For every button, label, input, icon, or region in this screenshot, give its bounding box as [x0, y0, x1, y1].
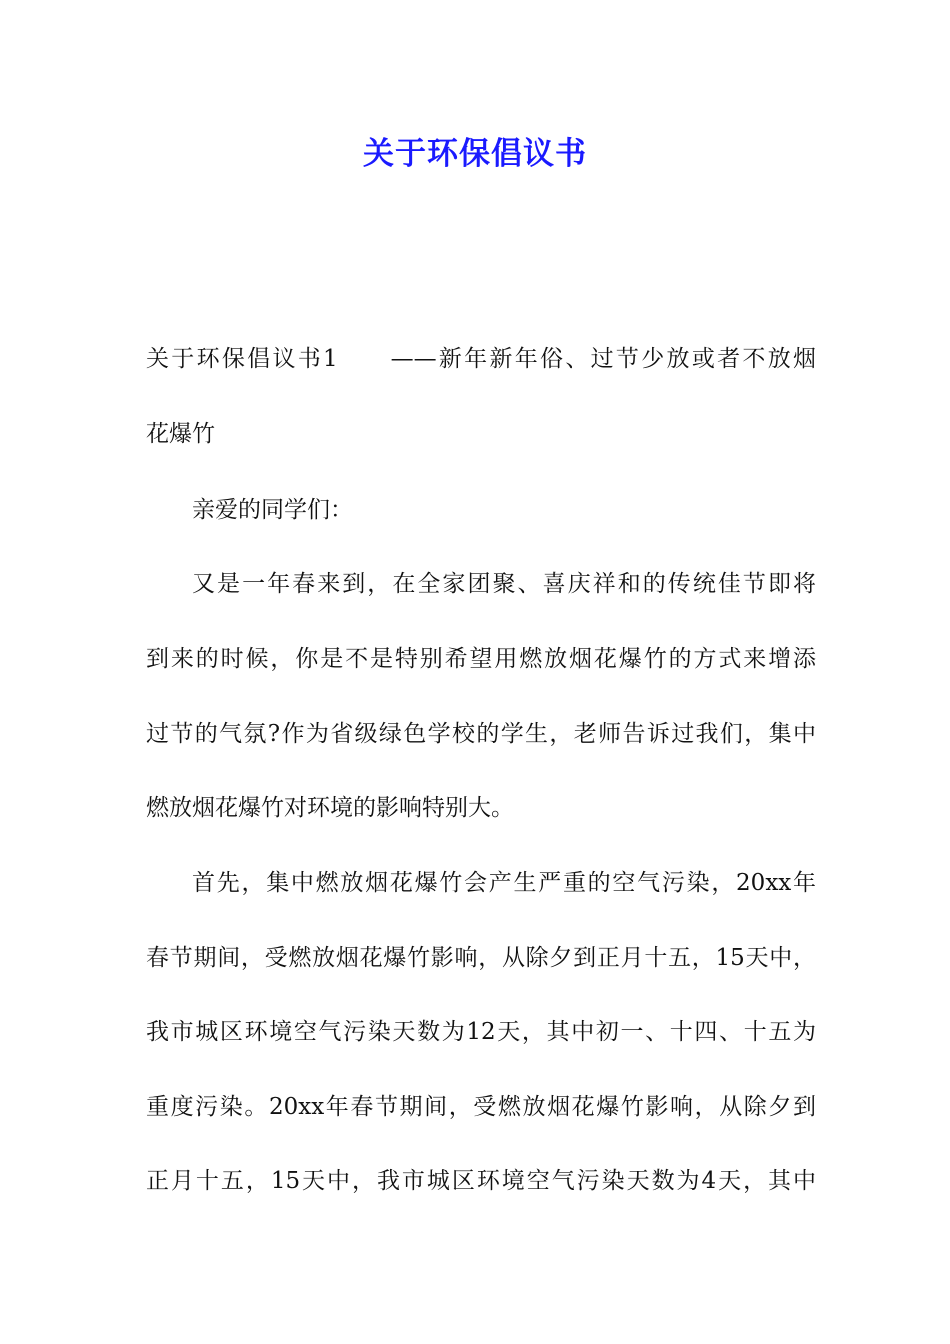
- body-line-1: 关于环保倡议书1 ——新年新年俗、过节少放或者不放烟: [146, 346, 816, 372]
- document-title: 关于环保倡议书: [363, 136, 587, 172]
- body-line-7: 燃放烟花爆竹对环境的影响特别大。: [146, 795, 514, 821]
- body-line-11: 重度污染。20xx年春节期间，受燃放烟花爆竹影响，从除夕到: [146, 1094, 816, 1120]
- body-line-10: 我市城区环境空气污染天数为12天，其中初一、十四、十五为: [146, 1019, 816, 1045]
- body-line-2: 花爆竹: [146, 421, 215, 447]
- body-line-12: 正月十五，15天中，我市城区环境空气污染天数为4天，其中: [146, 1168, 816, 1194]
- body-line-4: 又是一年春来到，在全家团聚、喜庆祥和的传统佳节即将: [192, 571, 816, 597]
- body-line-8: 首先，集中燃放烟花爆竹会产生严重的空气污染，20xx年: [192, 870, 816, 896]
- body-line-9: 春节期间，受燃放烟花爆竹影响，从除夕到正月十五，15天中，: [146, 945, 816, 971]
- body-line-6: 过节的气氛?作为省级绿色学校的学生，老师告诉过我们，集中: [146, 721, 816, 747]
- salutation: 亲爱的同学们：: [192, 497, 353, 523]
- body-line-5: 到来的时候，你是不是特别希望用燃放烟花爆竹的方式来增添: [146, 646, 816, 672]
